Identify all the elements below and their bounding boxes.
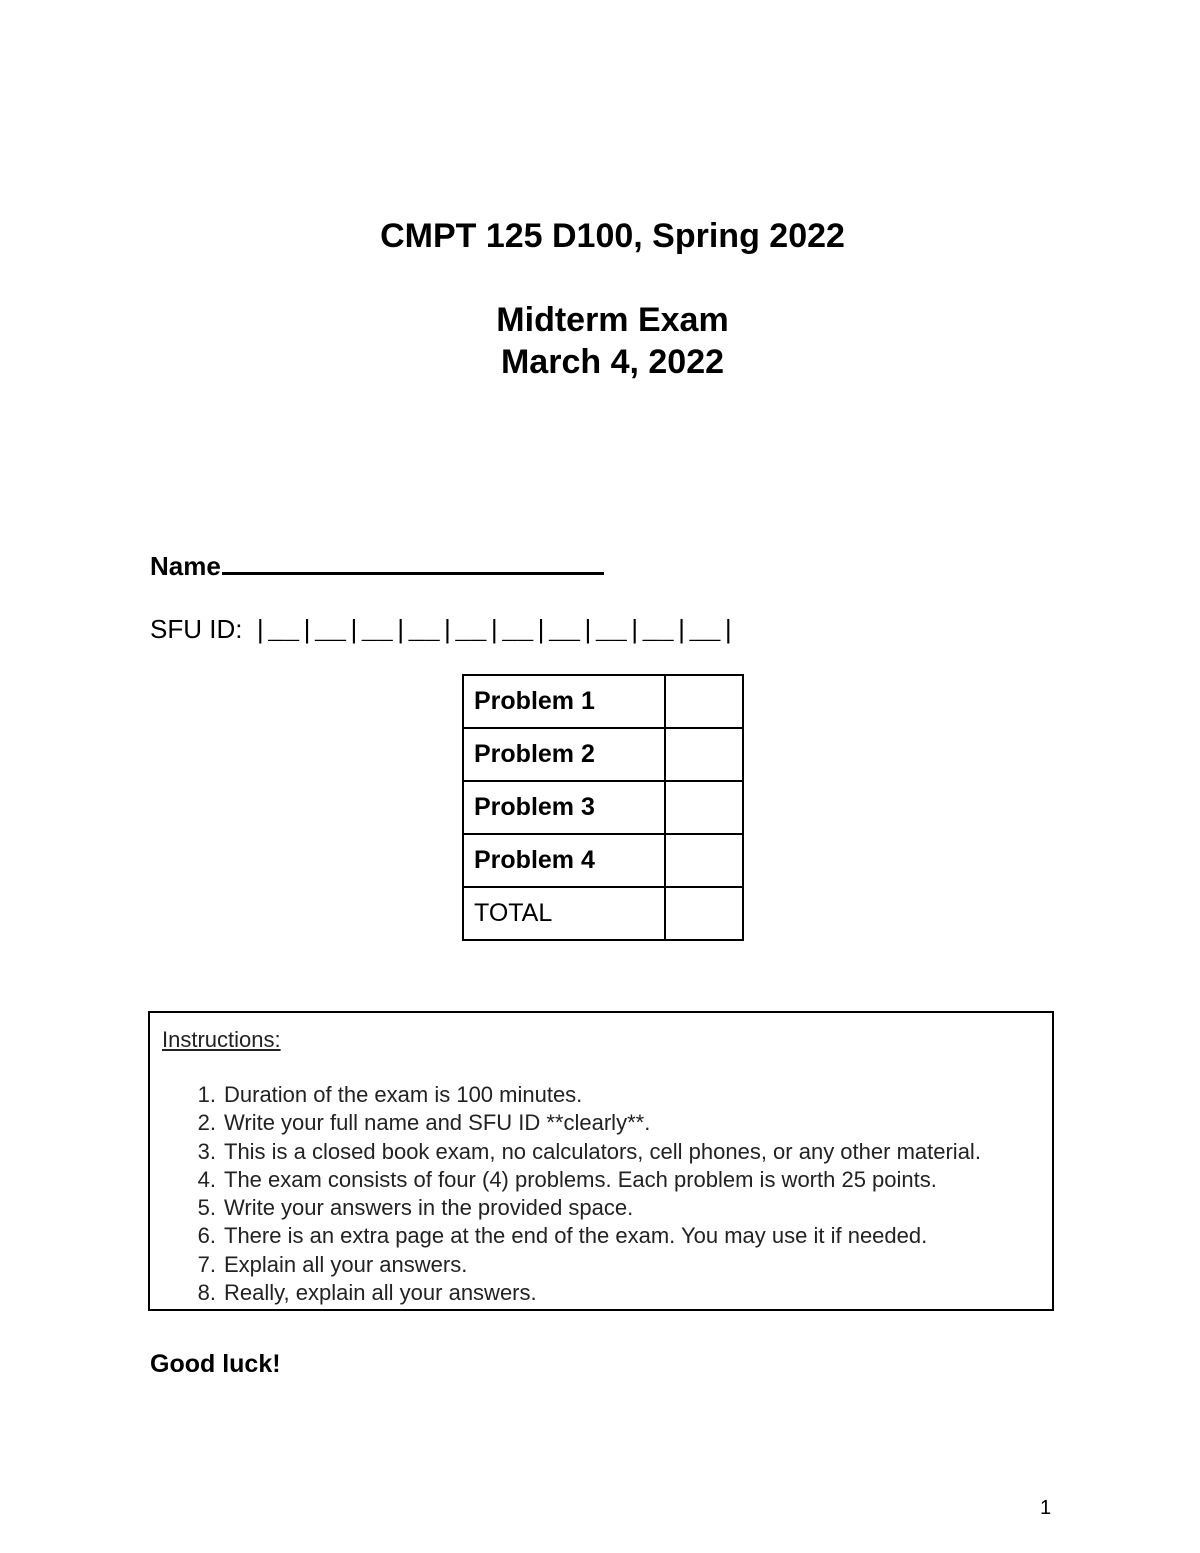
course-title: CMPT 125 D100, Spring 2022 [380, 217, 845, 255]
name-blank-line[interactable] [222, 548, 604, 575]
list-text: Duration of the exam is 100 minutes. [224, 1082, 583, 1107]
good-luck-text: Good luck! [150, 1350, 281, 1378]
page-number: 1 [1040, 1497, 1052, 1519]
list-item [162, 1081, 981, 1109]
list-item [162, 1251, 981, 1279]
list-text: This is a closed book exam, no calculators, cell phones, or any other material. [224, 1138, 981, 1164]
total-score-cell[interactable] [665, 887, 743, 940]
instructions-heading: Instructions: [162, 1027, 281, 1052]
list-item [162, 1222, 981, 1250]
table-row [463, 887, 743, 940]
list-item [162, 1166, 981, 1194]
list-item [162, 1279, 981, 1307]
list-number: 5. [197, 1195, 216, 1221]
problem-2-score-cell[interactable] [665, 728, 743, 781]
problem-2-label: Problem 2 [463, 728, 665, 781]
problem-4-score-cell[interactable] [665, 834, 743, 887]
list-number: 8. [197, 1280, 216, 1306]
list-number: 3. [197, 1138, 216, 1164]
problem-4-label: Problem 4 [463, 834, 665, 887]
table-row [463, 834, 743, 887]
table-row [463, 728, 743, 781]
name-label: Name [150, 551, 221, 581]
list-text: Really, explain all your answers. [224, 1280, 537, 1306]
exam-date: March 4, 2022 [500, 343, 725, 381]
sfu-id-label: SFU ID: [150, 614, 243, 644]
total-label: TOTAL [463, 887, 665, 940]
problem-1-label: Problem 1 [463, 675, 665, 728]
list-number: 6. [197, 1223, 216, 1249]
list-item [162, 1138, 981, 1166]
list-number: 7. [197, 1251, 216, 1277]
list-number: 4. [197, 1166, 216, 1192]
problem-3-label: Problem 3 [463, 781, 665, 834]
instructions-box [148, 1011, 1054, 1311]
problem-3-score-cell[interactable] [665, 781, 743, 834]
list-number: 2. [197, 1110, 216, 1136]
list-text: Write your full name and SFU ID **clearly**. [224, 1110, 651, 1136]
list-text: The exam consists of four (4) problems. Each problem is worth 25 points. [224, 1166, 937, 1192]
name-field [150, 548, 604, 581]
list-text: There is an extra page at the end of the exam. You may use it if needed. [224, 1223, 928, 1249]
list-item [162, 1194, 981, 1222]
problem-1-score-cell[interactable] [665, 675, 743, 728]
table-row [463, 781, 743, 834]
list-item [162, 1109, 981, 1137]
score-table [462, 674, 744, 941]
list-number: 1. [197, 1082, 216, 1107]
instructions-list [162, 1081, 981, 1307]
list-text: Explain all your answers. [224, 1251, 468, 1277]
table-row [463, 675, 743, 728]
list-text: Write your answers in the provided space. [224, 1195, 634, 1221]
sfu-id-boxes[interactable]: |__|__|__|__|__|__|__|__|__|__| [252, 616, 737, 646]
sfu-id-field [150, 614, 736, 646]
exam-title: Midterm Exam [496, 301, 729, 339]
